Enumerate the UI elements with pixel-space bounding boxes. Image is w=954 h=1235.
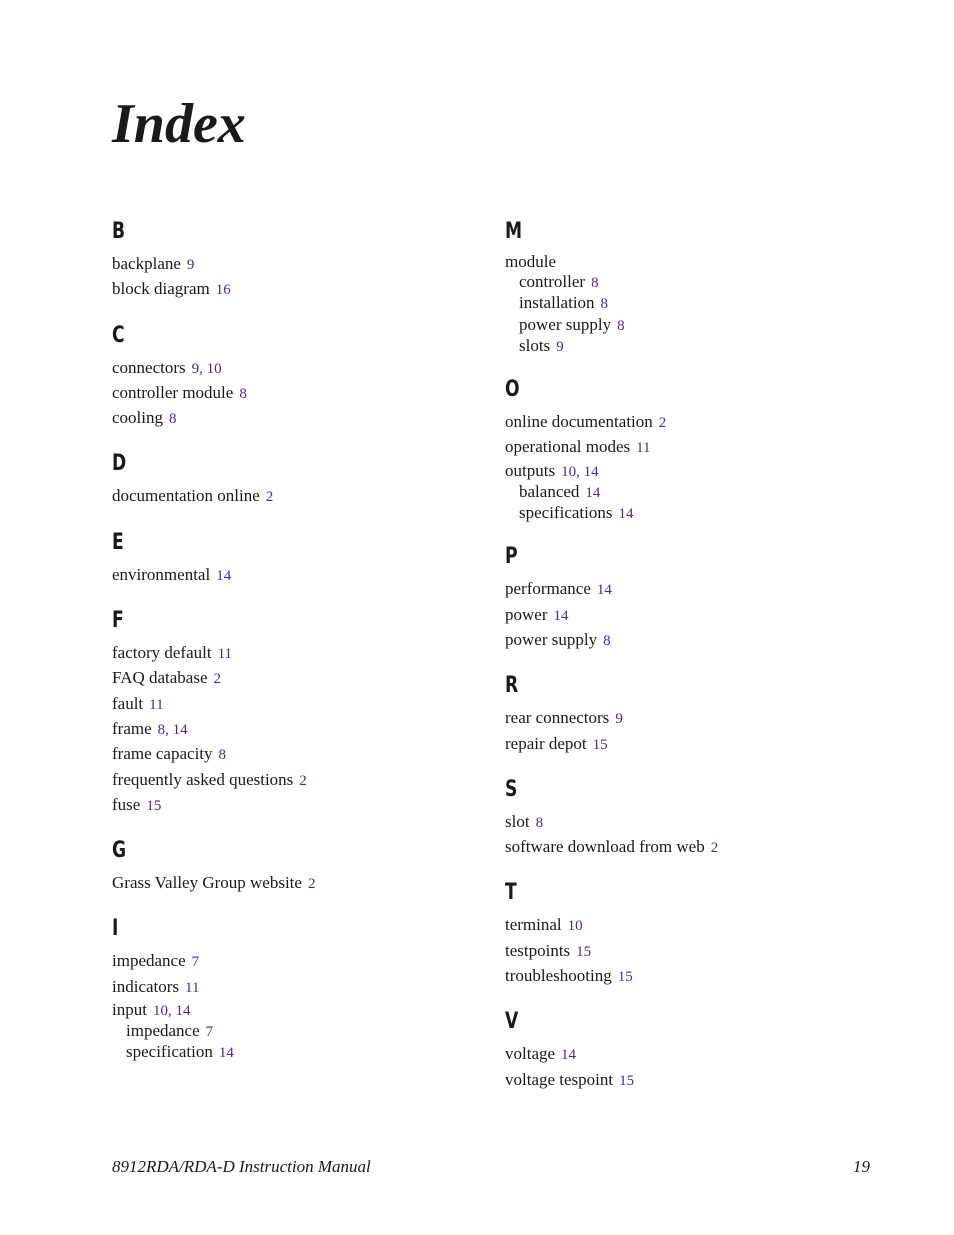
page-reference-link[interactable]: 10, 14 <box>561 463 599 480</box>
page-reference-link[interactable]: 15 <box>619 1072 635 1089</box>
index-section-g <box>112 835 472 896</box>
index-entry <box>505 810 865 835</box>
index-term: frame <box>112 718 152 738</box>
index-entry <box>112 768 472 793</box>
index-subentry <box>505 482 865 503</box>
index-term: online documentation <box>505 412 653 432</box>
index-term: factory default <box>112 643 212 663</box>
page-reference-link[interactable]: 14 <box>585 484 601 501</box>
page-reference-link[interactable]: 11 <box>149 696 164 713</box>
index-term: block diagram <box>112 279 210 299</box>
section-letter: I <box>112 916 119 942</box>
index-subentry <box>505 293 865 314</box>
index-term: FAQ database <box>112 668 208 688</box>
index-term: slot <box>505 811 530 831</box>
index-term: environmental <box>112 564 211 584</box>
index-subentry <box>505 315 865 336</box>
index-section-o <box>505 374 865 524</box>
page-reference-link[interactable]: 15 <box>576 943 592 960</box>
index-entry <box>505 1042 865 1067</box>
index-subterm: balanced <box>519 481 580 501</box>
page-reference-link[interactable]: 2 <box>299 772 307 789</box>
page-reference-link[interactable]: 8 <box>218 747 227 764</box>
index-subterm: controller <box>519 272 586 291</box>
page-reference-link[interactable]: 14 <box>216 567 232 584</box>
index-entry <box>112 252 472 277</box>
page-footer <box>112 1157 870 1177</box>
section-letter: T <box>505 880 517 906</box>
index-subterm: impedance <box>126 1021 200 1041</box>
page-reference-link[interactable]: 11 <box>636 440 651 457</box>
page-reference-link[interactable]: 8 <box>591 275 599 291</box>
index-section-f <box>112 605 472 818</box>
index-column-right <box>505 216 865 1110</box>
index-entry <box>112 666 472 691</box>
index-entry <box>112 277 472 302</box>
index-section-s <box>505 774 865 861</box>
index-entry <box>112 793 472 818</box>
index-term: troubleshooting <box>505 966 612 986</box>
page-reference-link[interactable]: 14 <box>561 1047 577 1064</box>
index-entry <box>505 435 865 460</box>
index-section-t <box>505 877 865 989</box>
index-subterm: slots <box>519 335 551 355</box>
index-section-b <box>112 216 472 303</box>
page-reference-link[interactable]: 8 <box>535 814 544 831</box>
index-entry <box>112 717 472 742</box>
page-reference-link[interactable]: 2 <box>658 415 667 432</box>
section-letter: F <box>112 608 124 634</box>
index-entry <box>505 1068 865 1093</box>
page-reference-link[interactable]: 8 <box>169 411 177 428</box>
index-subentry <box>112 1042 472 1063</box>
index-term: controller module <box>112 382 234 402</box>
index-section-r <box>505 670 865 757</box>
index-entry <box>505 577 865 602</box>
index-entry <box>505 835 865 860</box>
section-letter: C <box>112 322 125 348</box>
page-reference-link[interactable]: 8 <box>600 296 609 313</box>
page-reference-link[interactable]: 14 <box>553 607 569 624</box>
index-subterm: specification <box>126 1042 213 1062</box>
page-reference-link[interactable]: 8, 14 <box>157 721 188 738</box>
index-entry <box>505 939 865 964</box>
index-entry <box>112 975 472 1000</box>
page-reference-link[interactable]: 8 <box>617 317 625 334</box>
index-term: cooling <box>112 408 163 428</box>
index-term: performance <box>505 579 591 599</box>
page-reference-link[interactable]: 11 <box>185 979 200 996</box>
index-entry <box>505 964 865 989</box>
section-letter: P <box>505 544 518 570</box>
section-letter: S <box>505 776 518 802</box>
index-section-v <box>505 1006 865 1093</box>
index-subterm: power supply <box>519 314 612 334</box>
index-section-m <box>505 216 865 357</box>
index-section-i <box>112 913 472 1063</box>
index-term: indicators <box>112 976 180 996</box>
page-reference-link[interactable]: 9, 10 <box>191 360 222 377</box>
index-section-c <box>112 320 472 432</box>
index-term: power supply <box>505 629 598 649</box>
page-reference-link[interactable]: 14 <box>218 1045 234 1062</box>
index-term: repair depot <box>505 733 587 753</box>
page-reference-link[interactable]: 2 <box>265 489 274 506</box>
section-letter: M <box>505 219 523 244</box>
page-reference-link[interactable]: 7 <box>191 954 200 971</box>
index-term: testpoints <box>505 940 571 960</box>
index-section-e <box>112 527 472 588</box>
index-entry <box>505 252 865 272</box>
page-reference-link[interactable]: 2 <box>307 876 316 893</box>
page-reference-link[interactable]: 2 <box>213 671 222 688</box>
page-reference-link[interactable]: 10, 14 <box>152 1003 191 1020</box>
index-entry <box>112 641 472 666</box>
index-entry <box>505 732 865 757</box>
section-letter: D <box>112 451 127 477</box>
page-reference-link[interactable]: 15 <box>146 797 162 814</box>
index-subentry <box>505 503 865 524</box>
page-reference-link[interactable]: 16 <box>215 282 231 299</box>
page-reference-link[interactable]: 10 <box>567 918 583 935</box>
index-term: terminal <box>505 915 562 935</box>
index-entry <box>112 484 472 509</box>
page-reference-link[interactable]: 9 <box>615 711 623 728</box>
index-section-d <box>112 448 472 509</box>
section-letter: E <box>112 529 124 555</box>
footer-page-number: 19 <box>853 1157 870 1176</box>
page-reference-link[interactable]: 2 <box>710 840 719 857</box>
index-entry <box>112 381 472 406</box>
index-term: documentation online <box>112 486 260 506</box>
index-section-p <box>505 541 865 653</box>
index-term: fuse <box>112 794 141 814</box>
page-reference-link[interactable]: 15 <box>592 736 608 753</box>
page-reference-link[interactable]: 11 <box>217 646 233 663</box>
section-letter: R <box>505 673 519 699</box>
index-entry <box>505 706 865 731</box>
page-reference-link[interactable]: 8 <box>603 632 611 649</box>
index-entry <box>505 410 865 435</box>
index-term: connectors <box>112 357 186 377</box>
index-term: outputs <box>505 460 556 480</box>
index-term: voltage tespoint <box>505 1069 614 1089</box>
index-term: input <box>112 1000 147 1020</box>
page-reference-link[interactable]: 14 <box>596 582 612 599</box>
index-subentry <box>505 336 865 357</box>
index-term: operational modes <box>505 437 631 457</box>
index-entry <box>112 742 472 767</box>
index-entry <box>505 603 865 628</box>
page-reference-link[interactable]: 9 <box>186 257 195 273</box>
section-letter: O <box>505 377 520 403</box>
index-term: Grass Valley Group website <box>112 873 302 893</box>
index-term: backplane <box>112 254 181 273</box>
index-term: frequently asked questions <box>112 769 294 789</box>
index-entry <box>112 563 472 588</box>
page-reference-link[interactable]: 14 <box>618 506 634 523</box>
index-term: module <box>505 252 556 271</box>
footer-manual-title: 8912RDA/RDA-D Instruction Manual <box>112 1157 371 1176</box>
index-subentry <box>505 272 865 293</box>
index-entry <box>112 406 472 431</box>
section-letter: G <box>112 838 127 864</box>
index-term: impedance <box>112 951 186 971</box>
index-entry <box>505 461 865 482</box>
index-entry <box>112 1000 472 1021</box>
page-reference-link[interactable]: 7 <box>205 1024 214 1041</box>
page-reference-link[interactable]: 15 <box>617 969 633 986</box>
index-entry <box>505 913 865 938</box>
index-column-left <box>112 216 472 1081</box>
index-entry <box>112 356 472 381</box>
index-subentry <box>112 1021 472 1042</box>
index-term: fault <box>112 693 144 713</box>
index-entry <box>112 949 472 974</box>
section-letter: B <box>112 219 126 244</box>
section-letter: V <box>505 1009 519 1035</box>
index-term: power <box>505 604 548 624</box>
index-term: voltage <box>505 1044 556 1064</box>
index-subterm: specifications <box>519 503 613 523</box>
index-term: rear connectors <box>505 708 610 728</box>
index-entry <box>505 628 865 653</box>
page-title: Index <box>112 93 246 155</box>
index-entry <box>112 692 472 717</box>
index-entry <box>112 871 472 896</box>
page-reference-link[interactable]: 8 <box>239 385 247 402</box>
index-subterm: installation <box>519 293 595 313</box>
index-term: frame capacity <box>112 744 213 764</box>
page-reference-link[interactable]: 9 <box>556 338 564 355</box>
index-term: software download from web <box>505 837 705 857</box>
